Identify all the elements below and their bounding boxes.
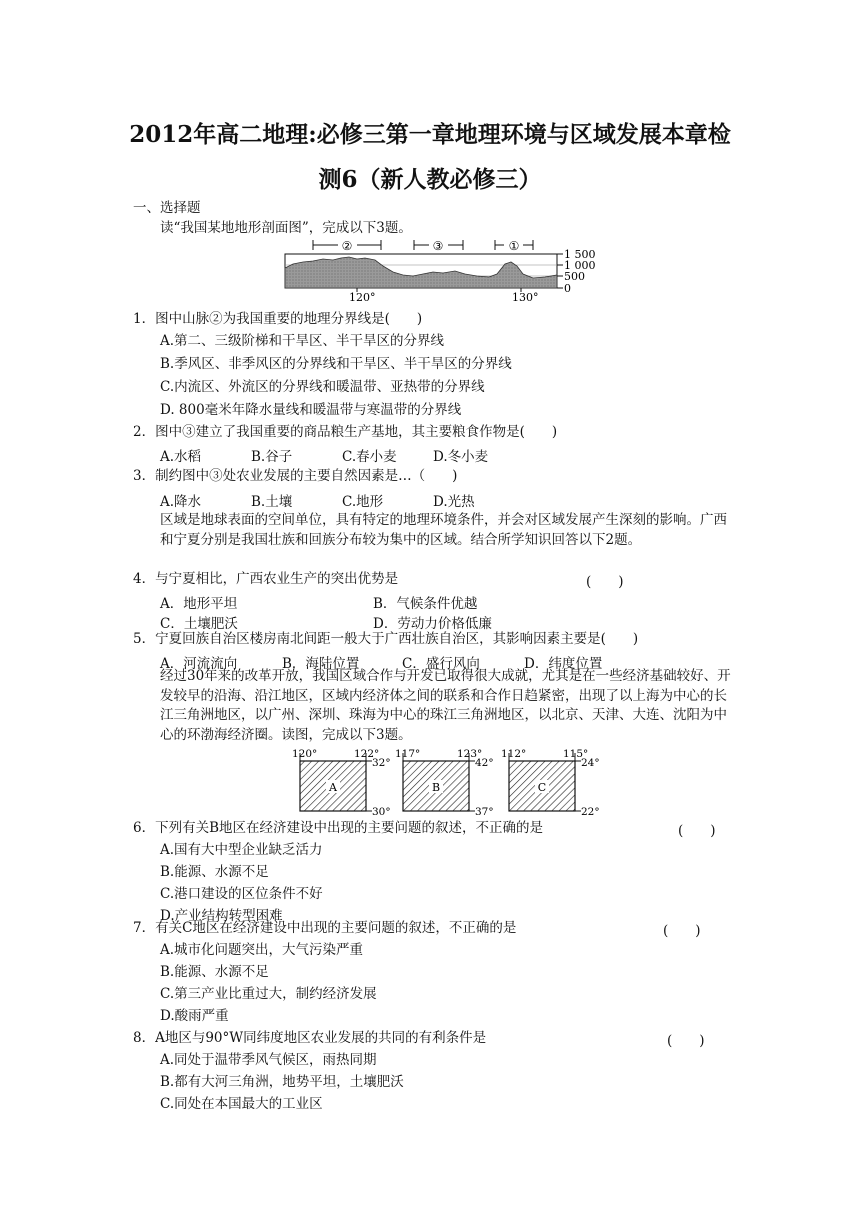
region-box-c-lat-top: 24°: [581, 757, 600, 769]
profile-x-tick-130: 130°: [512, 291, 539, 302]
document-title-line-1: 2012年高二地理:必修三第一章地理环境与区域发展本章检: [129, 121, 731, 148]
profile-marker-2: ②: [341, 240, 353, 253]
question-7-option-a: A.城市化问题突出，大气污染严重: [160, 942, 364, 958]
question-5-option-c: C．盛行风向: [402, 656, 480, 672]
question-5-stem: 5．宁夏回族自治区楼房南北间距一般大于广西壮族自治区，其影响因素主要是( ): [133, 631, 639, 647]
region-box-b-lon-left: 117°: [395, 748, 421, 760]
document-title-line-2: 测6（新人教必修三）: [318, 166, 542, 193]
question-6-stem: 6．下列有关B地区在经济建设中出现的主要问题的叙述，不正确的是: [133, 820, 544, 836]
question-3-option-b: B.土壤: [251, 494, 293, 510]
region-box-a-lat-top: 32°: [372, 757, 391, 769]
question-2-option-a: A.水稻: [160, 449, 202, 465]
section-heading: 一、选择题: [133, 200, 201, 216]
question-8-option-a: A.同处于温带季风气候区，雨热同期: [160, 1052, 377, 1068]
region-box-b-label: B: [431, 781, 441, 794]
region-box-b-lat-bottom: 37°: [475, 806, 494, 817]
region-box-b-lat-top: 42°: [475, 757, 494, 769]
question-4-option-b: B．气候条件优越: [373, 596, 478, 612]
question-2-option-d: D.冬小麦: [433, 449, 489, 465]
region-box-c-lon-left: 112°: [501, 748, 527, 760]
profile-y-tick-1500: 1 500: [564, 248, 596, 261]
question-4-stem: 4．与宁夏相比，广西农业生产的突出优势是: [133, 571, 399, 587]
question-8-option-c: C.同处在本国最大的工业区: [160, 1096, 323, 1112]
question-7-option-c: C.第三产业比重过大，制约经济发展: [160, 986, 377, 1002]
question-3-option-c: C.地形: [342, 494, 384, 510]
region-box-c-lon-right: 115°: [563, 748, 589, 760]
profile-marker-1: ①: [508, 240, 520, 253]
question-6-option-d: D.产业结构转型困难: [160, 908, 283, 924]
region-box-b-lon-right: 123°: [457, 748, 483, 760]
question-1-option-b: B.季风区、非季风区的分界线和干旱区、半干旱区的分界线: [160, 356, 512, 372]
question-6-option-b: B.能源、水源不足: [160, 864, 269, 880]
question-3-stem: 3．制约图中③处农业发展的主要自然因素是…（ ): [133, 468, 458, 484]
intro-question-4-5: 区域是地球表面的空间单位，具有特定的地理环境条件，并会对区域发展产生深刻的影响。广西和宁夏分别是我国壮族和回族分布较为集中的区域。结合所学知识回答以下2题。: [160, 512, 727, 548]
question-5-option-b: B．海陆位置: [282, 656, 360, 672]
question-2-option-b: B.谷子: [251, 449, 293, 465]
question-7-option-d: D.酸雨严重: [160, 1008, 229, 1024]
profile-marker-3: ③: [432, 240, 444, 253]
question-1-option-d: D. 800毫米年降水量线和暖温带与寒温带的分界线: [160, 402, 462, 418]
question-7-answer-blank: ( ): [663, 923, 701, 939]
question-8-stem: 8．A地区与90°W同纬度地区农业发展的共同的有利条件是: [133, 1030, 487, 1046]
question-2-stem: 2．图中③建立了我国重要的商品粮生产基地，其主要粮食作物是( ): [133, 424, 558, 440]
profile-y-tick-0: 0: [564, 282, 571, 295]
question-6-option-c: C.港口建设的区位条件不好: [160, 886, 323, 902]
question-5-option-a: A．河流流向: [160, 656, 238, 672]
region-boxes-figure: [290, 747, 620, 817]
region-box-c-label: C: [537, 781, 547, 794]
terrain-profile-figure: [283, 240, 603, 302]
question-5-option-d: D．纬度位置: [524, 656, 603, 672]
question-6-option-a: A.国有大中型企业缺乏活力: [160, 842, 323, 858]
question-7-stem: 7．有关C地区在经济建设中出现的主要问题的叙述，不正确的是: [133, 920, 517, 936]
question-7-option-b: B.能源、水源不足: [160, 964, 269, 980]
question-4-option-a: A．地形平坦: [160, 596, 238, 612]
question-1-stem: 1．图中山脉②为我国重要的地理分界线是( ): [133, 311, 423, 327]
question-8-answer-blank: ( ): [667, 1033, 705, 1049]
question-1-option-a: A.第二、三级阶梯和干旱区、半干旱区的分界线: [160, 333, 445, 349]
region-box-a-lat-bottom: 30°: [372, 806, 391, 817]
profile-y-tick-500: 500: [564, 270, 585, 283]
region-box-a-lon-left: 120°: [292, 748, 318, 760]
question-8-option-b: B.都有大河三角洲，地势平坦，土壤肥沃: [160, 1074, 404, 1090]
region-box-c-lat-bottom: 22°: [581, 806, 600, 817]
question-3-option-a: A.降水: [160, 494, 202, 510]
question-6-answer-blank: ( ): [678, 823, 716, 839]
intro-question-1-3: 读“我国某地地形剖面图”，完成以下3题。: [160, 220, 412, 236]
question-4-option-c: C．土壤肥沃: [160, 616, 238, 632]
question-1-option-c: C.内流区、外流区的分界线和暖温带、亚热带的分界线: [160, 379, 485, 395]
question-2-option-c: C.春小麦: [342, 449, 397, 465]
question-4-option-d: D．劳动力价格低廉: [373, 616, 492, 632]
intro-question-6-8: 经过30年来的改革开放，我国区域合作与开发已取得很大成就，尤其是在一些经济基础较好、开发较早的沿海、沿江地区，区域内经济体之间的联系和合作日趋紧密，出现了以上海为中心的长江三角洲地区，以广州、深圳、珠海为中心的珠江三角洲地区，以北京、天津、大连、沈阳为中心的环渤海经济圈。读图，完成以下3题。: [160, 668, 731, 743]
region-box-a-label: A: [329, 781, 337, 794]
question-3-option-d: D.光热: [433, 494, 475, 510]
region-box-a-lon-right: 122°: [354, 748, 380, 760]
profile-x-tick-120: 120°: [349, 291, 376, 302]
question-4-answer-blank: ( ): [586, 574, 624, 590]
profile-y-tick-1000: 1 000: [564, 259, 596, 272]
